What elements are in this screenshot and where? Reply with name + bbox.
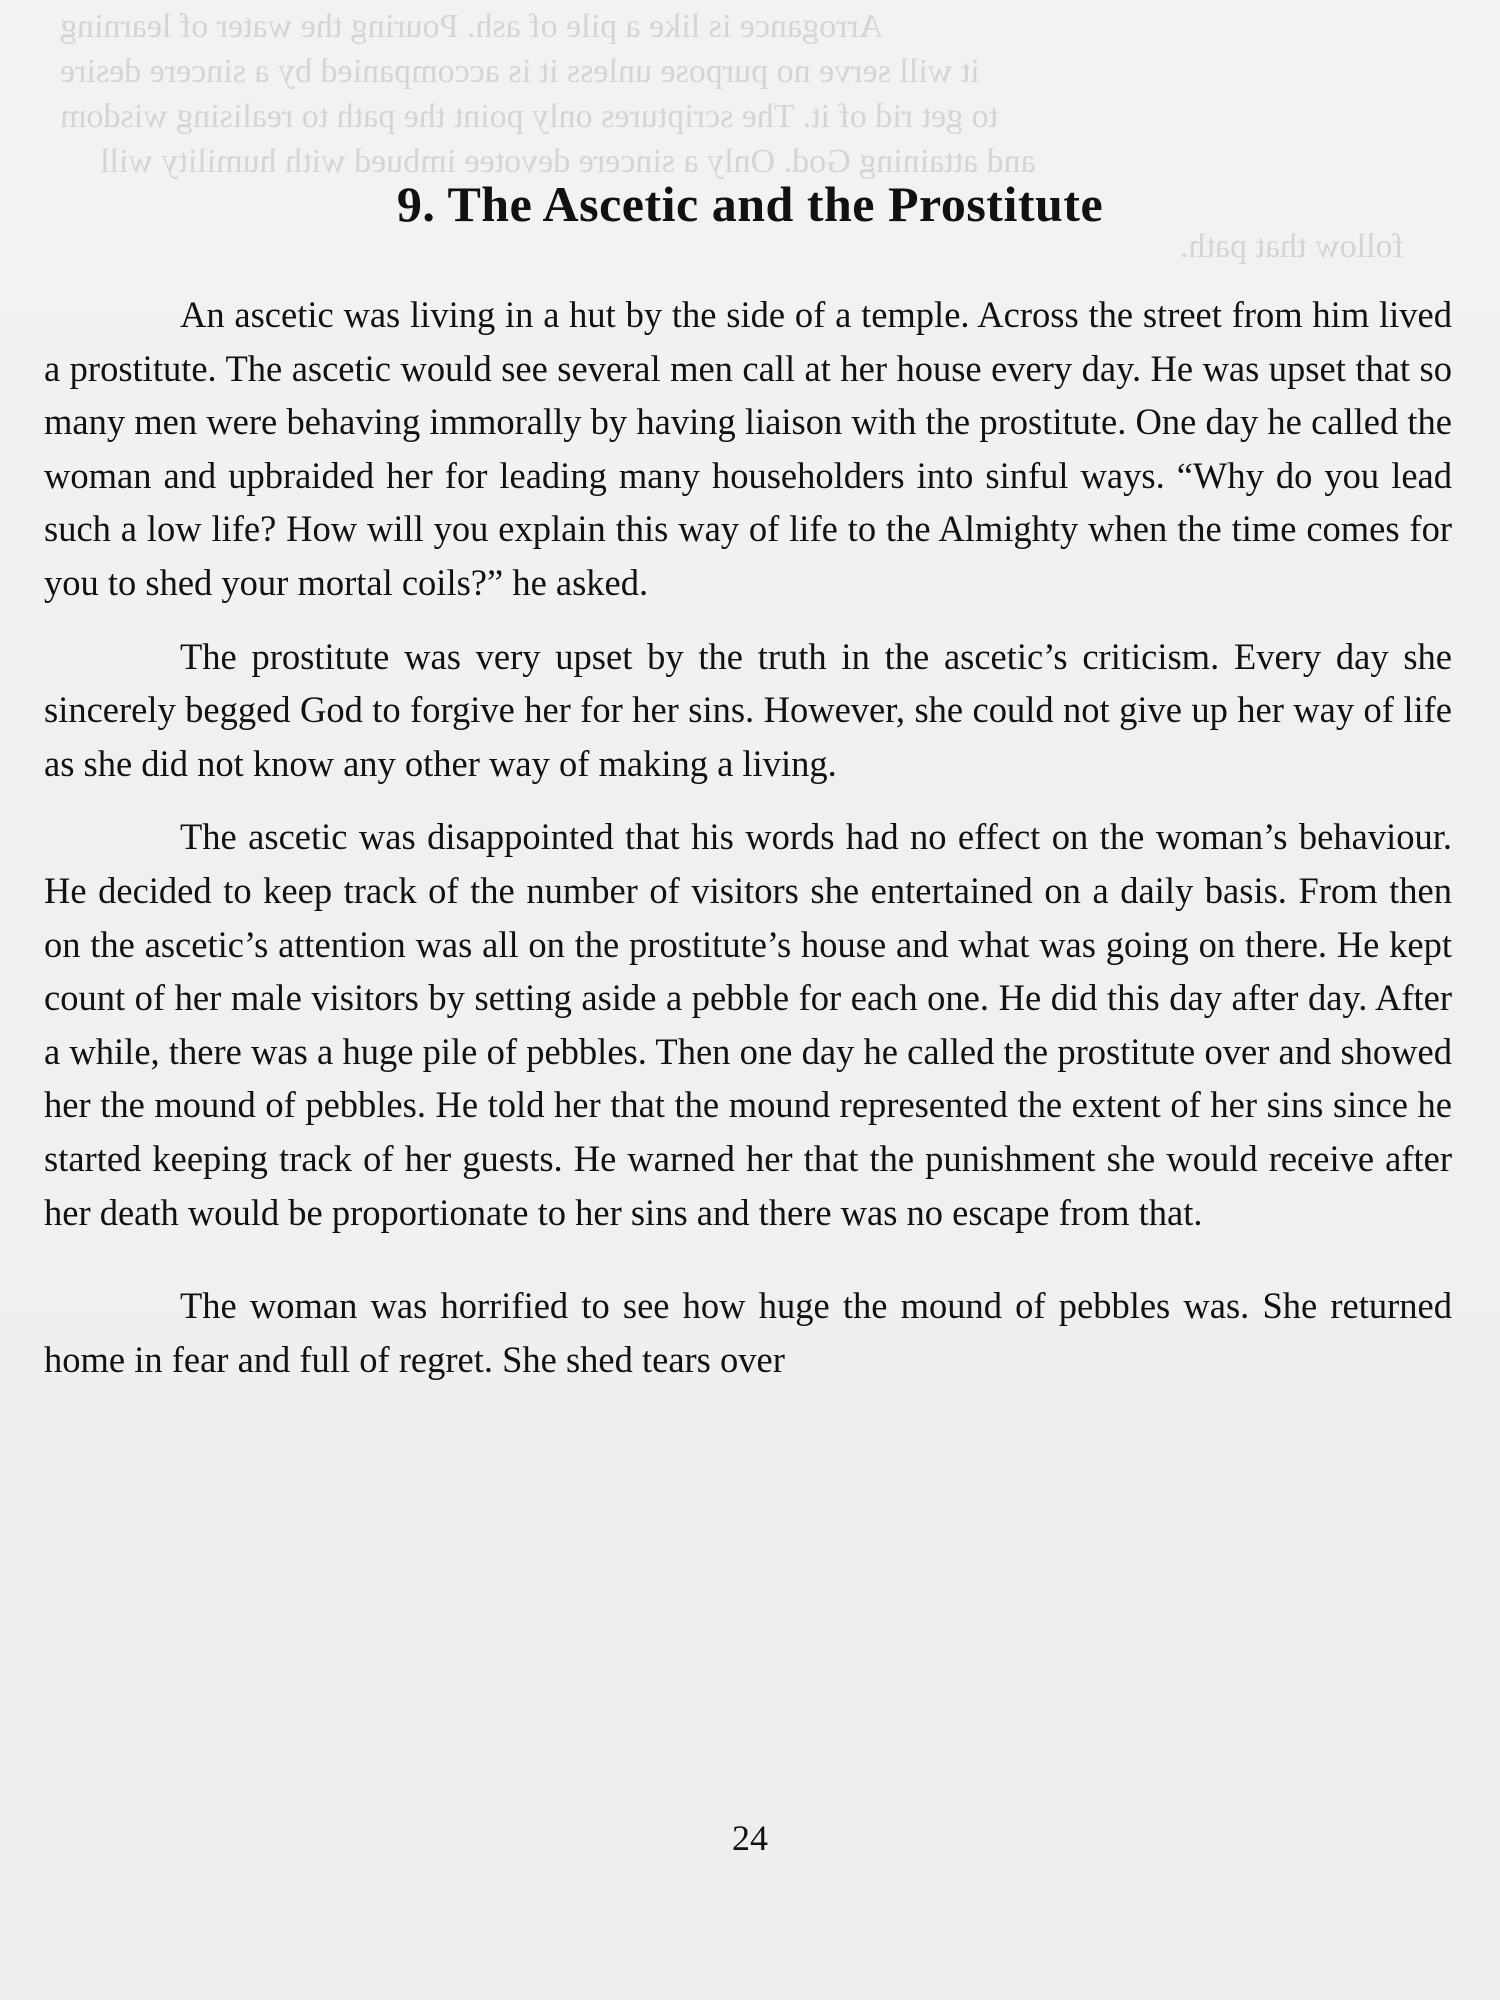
bleed-line: it will serve no purpose unless it is accompanied by a sincere desire xyxy=(60,53,980,90)
body-text xyxy=(44,288,1452,1406)
bleed-line: and attaining God. Only a sincere devotee imbued with humility will xyxy=(100,143,1036,180)
chapter-title: 9. The Ascetic and the Prostitute xyxy=(396,176,1104,232)
page-number: 24 xyxy=(732,1818,768,1858)
bleed-line: Arrogance is like a pile of ash. Pouring the water of learning xyxy=(60,8,884,45)
paragraph: The woman was horrified to see how huge the mound of pebbles was. She returned home in fear and full of regret. She shed tears over xyxy=(44,1285,1452,1380)
paragraph: The prostitute was very upset by the truth in the ascetic’s criticism. Every day she sincerely begged God to forgive her for her sins. However, she could not give up her way of life as she did not know any other way of making a living. xyxy=(44,635,1452,784)
bleed-line: to get rid of it. The scriptures only point the path to realising wisdom xyxy=(60,98,999,135)
paragraph: An ascetic was living in a hut by the side of a temple. Across the street from him lived a prostitute. The ascetic would see several men call at her house every day. He was upset that so many men were behaving immorally by having liaison with the prostitute. One day he called the woman and upbraided her for leading many householders into sinful ways. “Why do you lead such a low life? How will you explain this way of life to the Almighty when the time comes for you to shed your mortal coils?” he asked. xyxy=(44,294,1452,603)
bleed-line: follow that path. xyxy=(1180,228,1404,265)
paragraph: The ascetic was disappointed that his words had no effect on the woman’s behaviour. He decided to keep track of the number of visitors she entertained on a daily basis. From then on the ascetic’s attention was all on the prostitute’s house and what was going on there. He kept count of her male visitors by setting aside a pebble for each one. He did this day after day. After a while, there was a huge pile of pebbles. Then one day he called the prostitute over and showed her the mound of pebbles. He told her that the mound represented the extent of her sins since he started keeping track of her guests. He warned her that the punishment she would receive after her death would be proportionate to her sins and there was no escape from that. xyxy=(44,816,1452,1233)
